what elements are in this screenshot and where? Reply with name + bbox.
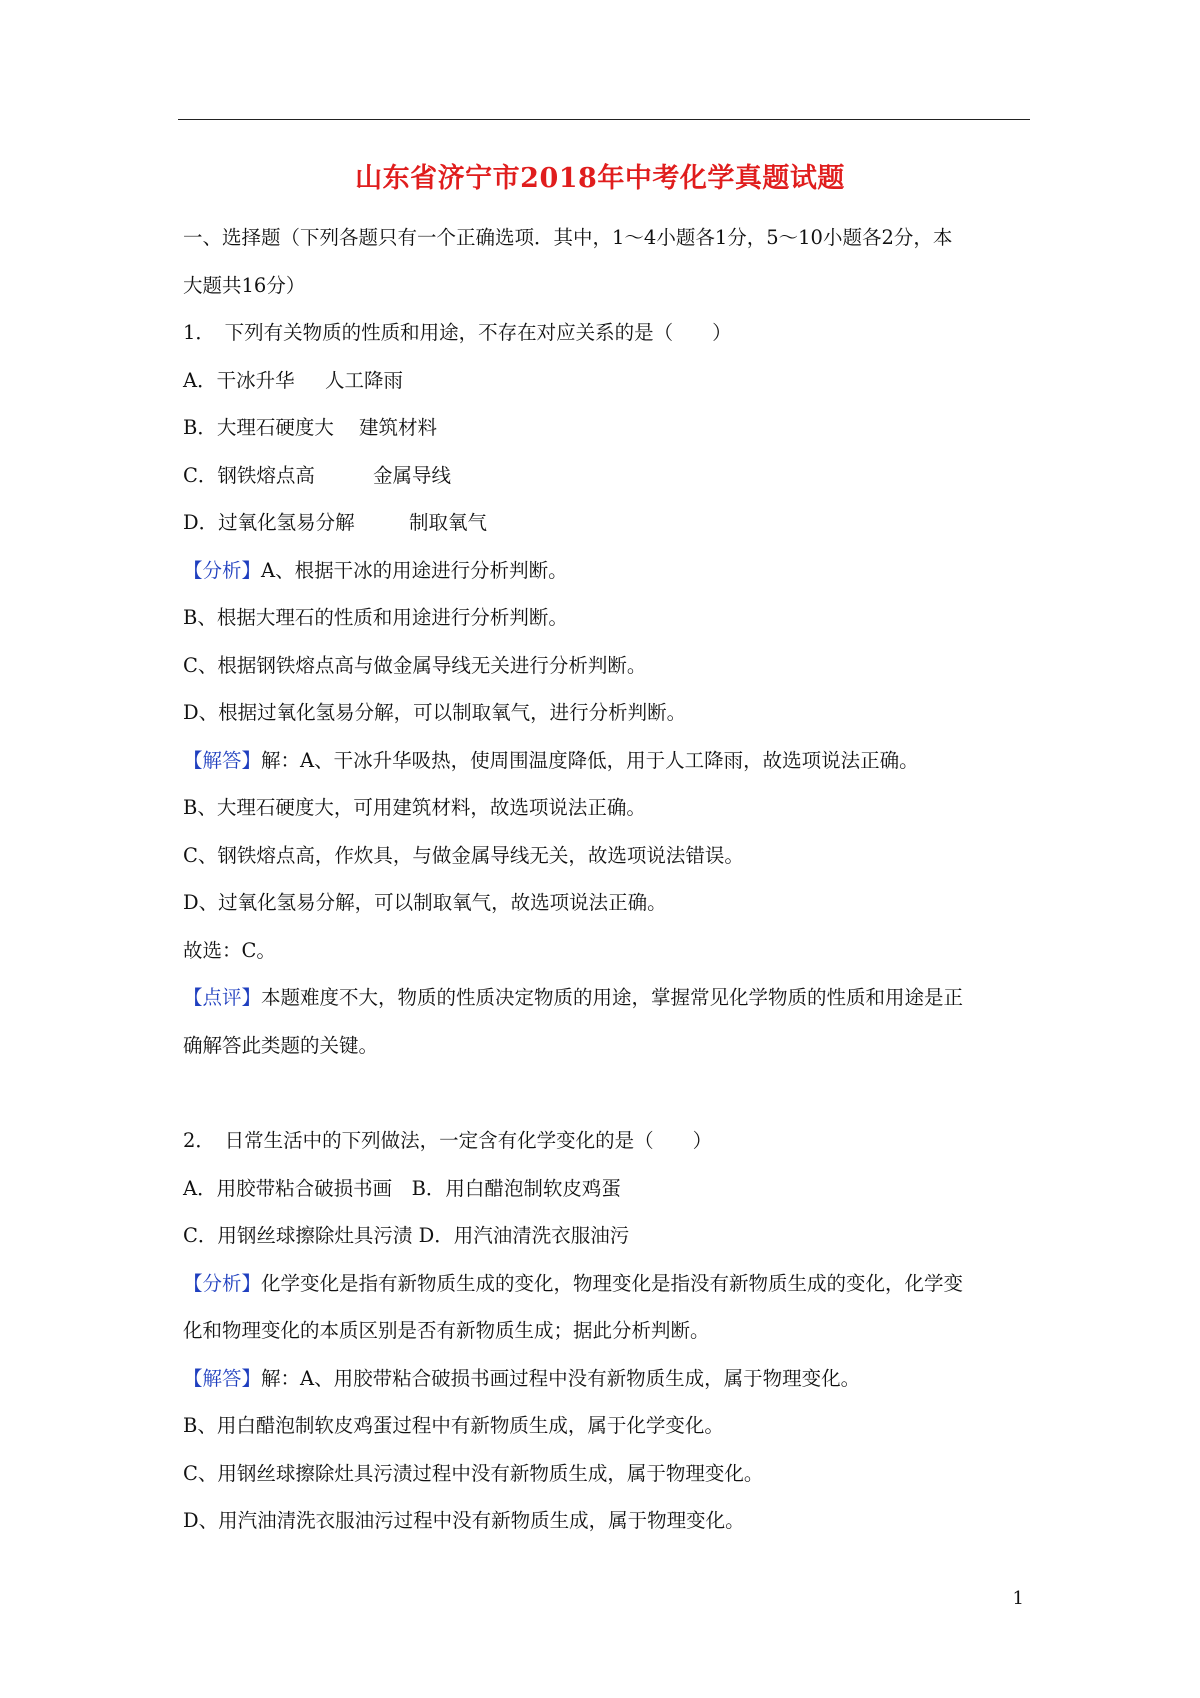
- q1-answer-line-1: [183, 737, 1028, 785]
- q1-option-d: [183, 499, 1028, 547]
- q1-option-b: [183, 404, 1028, 452]
- q1-analysis-line-4: D、根据过氧化氢易分解，可以制取氧气，进行分析判断。: [183, 701, 687, 724]
- question-spacer: [183, 1069, 1028, 1117]
- q1-analysis-line-2: B、根据大理石的性质和用途进行分析判断。: [183, 606, 568, 629]
- q1-option-a-use: 人工降雨: [325, 368, 404, 392]
- q1-option-c-use: 金属导线: [373, 463, 452, 487]
- q1-option-a-property: A．干冰升华: [183, 368, 295, 392]
- q1-option-a: [183, 357, 1028, 405]
- q1-answer-line-3: C、钢铁熔点高，作炊具，与做金属导线无关，故选项说法错误。: [183, 843, 744, 867]
- q2-analysis-text-1: 化学变化是指有新物质生成的变化，物理变化是指没有新物质生成的变化，化学变: [261, 1271, 964, 1295]
- q2-answer-tag: 【解答】: [183, 1366, 262, 1390]
- q1-option-c: [183, 452, 1028, 500]
- q1-analysis-text-1: A、根据干冰的用途进行分析判断。: [261, 558, 568, 582]
- q2-analysis-line-2: 化和物理变化的本质区别是否有新物质生成；据此分析判断。: [183, 1319, 710, 1342]
- q2-answer-line-3: C、用钢丝球擦除灶具污渍过程中没有新物质生成，属于物理变化。: [183, 1461, 764, 1485]
- section-heading-line-2: 大题共16分）: [183, 273, 306, 297]
- q1-option-d-use: 制取氧气: [409, 511, 488, 534]
- q1-comment-line-1: [183, 974, 1028, 1022]
- q1-option-b-property: B．大理石硬度大: [183, 416, 334, 439]
- q1-analysis-tag: 【分析】: [183, 558, 262, 582]
- q2-answer-line-4: D、用汽油清洗衣服油污过程中没有新物质生成，属于物理变化。: [183, 1509, 745, 1532]
- q1-answer-text-1: 解：A、干冰升华吸热，使周围温度降低，用于人工降雨，故选项说法正确。: [261, 748, 919, 772]
- q2-analysis-line-1: [183, 1260, 1028, 1308]
- q1-analysis-line-3: C、根据钢铁熔点高与做金属导线无关进行分析判断。: [183, 653, 647, 677]
- document-body: [183, 214, 1028, 1545]
- q2-answer-line-1: [183, 1355, 1028, 1403]
- q1-comment-tag: 【点评】: [183, 986, 262, 1009]
- q1-comment-text-1: 本题难度不大，物质的性质决定物质的用途，掌握常见化学物质的性质和用途是正: [261, 986, 964, 1009]
- q1-analysis-line-1: [183, 547, 1028, 595]
- q2-options-line-1: A．用胶带粘合破损书画 B．用白醋泡制软皮鸡蛋: [183, 1176, 621, 1200]
- q1-answer-tag: 【解答】: [183, 748, 262, 772]
- q1-option-b-use: 建筑材料: [359, 416, 438, 439]
- q2-answer-line-2: B、用白醋泡制软皮鸡蛋过程中有新物质生成，属于化学变化。: [183, 1414, 724, 1437]
- header-rule: [178, 119, 1030, 120]
- q1-stem: 1． 下列有关物质的性质和用途，不存在对应关系的是（ ）: [183, 321, 732, 344]
- q1-answer-line-2: B、大理石硬度大，可用建筑材料，故选项说法正确。: [183, 796, 646, 819]
- q1-answer-line-4: D、过氧化氢易分解，可以制取氧气，故选项说法正确。: [183, 891, 667, 914]
- q2-analysis-tag: 【分析】: [183, 1271, 262, 1295]
- q1-option-d-property: D．过氧化氢易分解: [183, 511, 355, 534]
- q2-stem: 2． 日常生活中的下列做法，一定含有化学变化的是（ ）: [183, 1129, 713, 1152]
- q1-option-c-property: C．钢铁熔点高: [183, 463, 315, 487]
- section-heading-line-1: 一、选择题（下列各题只有一个正确选项．其中，1～4小题各1分，5～10小题各2分，本: [183, 226, 953, 249]
- page-number: 1: [1012, 1588, 1024, 1609]
- q1-comment-line-2: 确解答此类题的关键。: [183, 1033, 379, 1057]
- page-title: 山东省济宁市2018年中考化学真题试题: [355, 163, 845, 194]
- q2-answer-text-1: 解：A、用胶带粘合破损书画过程中没有新物质生成，属于物理变化。: [261, 1366, 861, 1390]
- q2-options-line-2: C．用钢丝球擦除灶具污渍 D．用汽油清洗衣服油污: [183, 1224, 630, 1247]
- q1-answer-choice: 故选：C。: [183, 938, 276, 962]
